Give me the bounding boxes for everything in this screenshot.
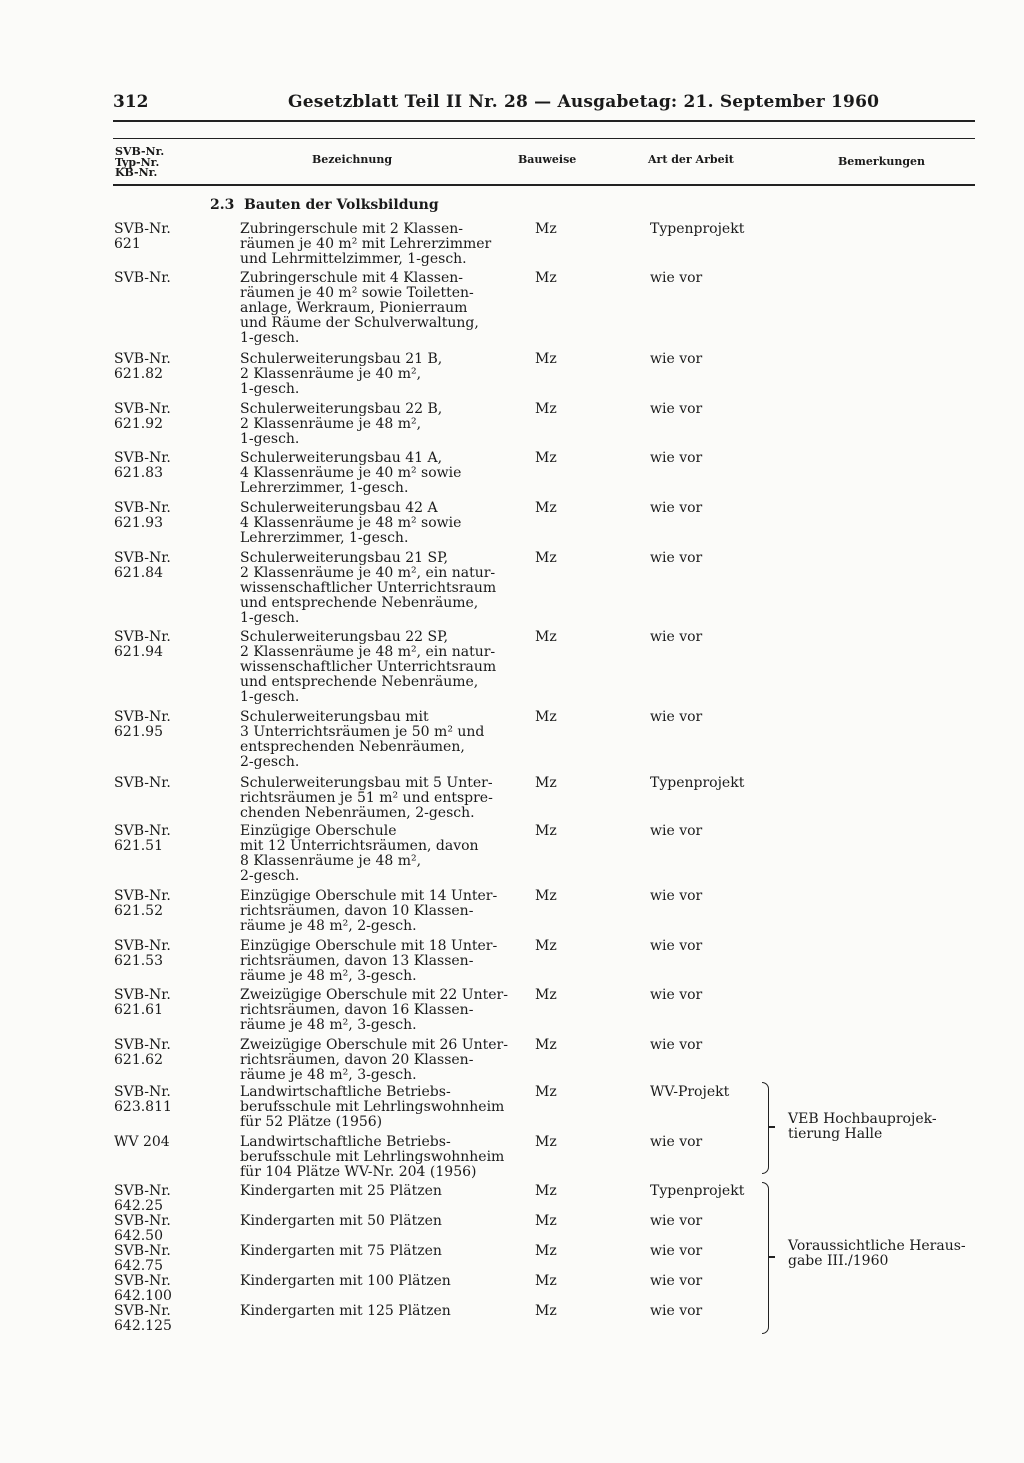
cell-line: 8 Klassenräume je 48 m², xyxy=(240,853,422,869)
brace-bracket xyxy=(762,1182,769,1334)
row-art-cell: wie vor xyxy=(650,823,703,839)
row-art-cell: wie vor xyxy=(650,550,703,566)
row-id-cell xyxy=(114,1038,171,1068)
cell-line: 621.94 xyxy=(114,644,163,660)
row-bauweise-cell: Mz xyxy=(535,1213,557,1229)
row-bauweise-cell: Mz xyxy=(535,1273,557,1289)
row-art-cell: WV-Projekt xyxy=(650,1084,730,1100)
cell-line: 2 Klassenräume je 40 m², xyxy=(240,366,422,382)
cell-line: 2-gesch. xyxy=(240,754,300,770)
cell-line: 623.811 xyxy=(114,1099,172,1115)
cell-line: SVB-Nr. xyxy=(114,1303,171,1319)
cell-line: 621.95 xyxy=(114,724,163,740)
row-bezeichnung-cell xyxy=(240,451,461,496)
row-id-cell xyxy=(114,889,171,919)
cell-line: 621.61 xyxy=(114,1002,163,1018)
cell-line: 2 Klassenräume je 40 m², ein natur- xyxy=(240,565,496,581)
row-art-cell: wie vor xyxy=(650,629,703,645)
cell-line: wissenschaftlicher Unterrichtsraum xyxy=(240,659,497,675)
cell-line: 621.92 xyxy=(114,416,163,432)
row-bezeichnung-cell xyxy=(240,988,508,1033)
row-id-cell xyxy=(114,1274,172,1304)
row-bauweise-cell: Mz xyxy=(535,401,557,417)
row-art-cell: wie vor xyxy=(650,500,703,516)
row-id-cell xyxy=(114,1214,171,1244)
row-bezeichnung-cell xyxy=(240,1038,508,1083)
cell-line: SVB-Nr. xyxy=(114,1273,171,1289)
cell-line: 621.93 xyxy=(114,515,163,531)
row-bauweise-cell: Mz xyxy=(535,629,557,645)
row-art-cell: wie vor xyxy=(650,938,703,954)
cell-line: Kindergarten mit 75 Plätzen xyxy=(240,1243,442,1259)
row-art-cell: wie vor xyxy=(650,450,703,466)
cell-line: 1-gesch. xyxy=(240,381,300,397)
row-bauweise-cell: Mz xyxy=(535,550,557,566)
row-id-cell xyxy=(114,824,171,854)
cell-line: 2 Klassenräume je 48 m², xyxy=(240,416,422,432)
cell-line: richtsräumen, davon 13 Klassen- xyxy=(240,953,474,969)
row-bauweise-cell: Mz xyxy=(535,987,557,1003)
row-bezeichnung-cell xyxy=(240,222,491,267)
row-art-cell: wie vor xyxy=(650,1134,703,1150)
cell-line: Schulerweiterungsbau 42 A xyxy=(240,500,438,516)
row-art-cell: Typenprojekt xyxy=(650,1183,745,1199)
running-head: Gesetzblatt Teil II Nr. 28 — Ausgabetag: 21. September 1960 xyxy=(288,92,880,112)
cell-line: Zweizügige Oberschule mit 22 Unter- xyxy=(240,987,508,1003)
row-bezeichnung-cell xyxy=(240,1085,504,1130)
row-bauweise-cell: Mz xyxy=(535,1037,557,1053)
brace-bracket xyxy=(762,1082,769,1174)
cell-line: SVB-Nr. xyxy=(114,823,171,839)
table-head-top-rule xyxy=(113,138,975,139)
row-bauweise-cell: Mz xyxy=(535,823,557,839)
cell-line: 1-gesch. xyxy=(240,689,300,705)
cell-line: berufsschule mit Lehrlingswohnheim xyxy=(240,1149,505,1165)
row-bauweise-cell: Mz xyxy=(535,888,557,904)
cell-line: und entsprechende Nebenräume, xyxy=(240,595,479,611)
cell-line: Landwirtschaftliche Betriebs- xyxy=(240,1084,451,1100)
row-id-cell xyxy=(114,402,171,432)
cell-line: räume je 48 m², 3-gesch. xyxy=(240,1017,417,1033)
column-header-id-line: SVB-Nr. xyxy=(115,145,165,158)
cell-line: Einzügige Oberschule xyxy=(240,823,397,839)
row-bauweise-cell: Mz xyxy=(535,270,557,286)
cell-line: SVB-Nr. xyxy=(114,270,171,286)
cell-line: richtsräumen, davon 16 Klassen- xyxy=(240,1002,474,1018)
cell-line: Schulerweiterungsbau 21 B, xyxy=(240,351,443,367)
section-number: 2.3 xyxy=(210,197,235,213)
cell-line: SVB-Nr. xyxy=(114,221,171,237)
cell-line: 2 Klassenräume je 48 m², ein natur- xyxy=(240,644,496,660)
row-bauweise-cell: Mz xyxy=(535,775,557,791)
cell-line: mit 12 Unterrichtsräumen, davon xyxy=(240,838,479,854)
row-art-cell: wie vor xyxy=(650,709,703,725)
cell-line: wissenschaftlicher Unterrichtsraum xyxy=(240,580,497,596)
row-bauweise-cell: Mz xyxy=(535,938,557,954)
row-bezeichnung-cell xyxy=(240,630,496,705)
row-id-cell xyxy=(114,776,171,791)
cell-line: Schulerweiterungsbau mit 5 Unter- xyxy=(240,775,493,791)
row-id-cell xyxy=(114,551,171,581)
remark-line: Voraussichtliche Heraus- xyxy=(788,1238,966,1254)
cell-line: 621 xyxy=(114,236,141,252)
cell-line: Einzügige Oberschule mit 18 Unter- xyxy=(240,938,498,954)
cell-line: SVB-Nr. xyxy=(114,938,171,954)
row-id-cell xyxy=(114,939,171,969)
cell-line: 2-gesch. xyxy=(240,868,300,884)
row-bezeichnung-cell xyxy=(240,1184,442,1199)
cell-line: SVB-Nr. xyxy=(114,987,171,1003)
cell-line: 1-gesch. xyxy=(240,330,300,346)
cell-line: SVB-Nr. xyxy=(114,450,171,466)
row-art-cell: wie vor xyxy=(650,270,703,286)
cell-line: 621.53 xyxy=(114,953,163,969)
page-number: 312 xyxy=(113,92,149,112)
cell-line: Lehrerzimmer, 1-gesch. xyxy=(240,530,409,546)
cell-line: Landwirtschaftliche Betriebs- xyxy=(240,1134,451,1150)
row-art-cell: Typenprojekt xyxy=(650,775,745,791)
row-bezeichnung-cell xyxy=(240,1244,442,1259)
cell-line: räume je 48 m², 3-gesch. xyxy=(240,1067,417,1083)
cell-line: Kindergarten mit 100 Plätzen xyxy=(240,1273,451,1289)
cell-line: 4 Klassenräume je 40 m² sowie xyxy=(240,465,462,481)
cell-line: SVB-Nr. xyxy=(114,401,171,417)
cell-line: räume je 48 m², 3-gesch. xyxy=(240,968,417,984)
row-id-cell xyxy=(114,222,171,252)
section-heading xyxy=(210,197,439,213)
top-rule xyxy=(113,120,975,122)
cell-line: und entsprechende Nebenräume, xyxy=(240,674,479,690)
cell-line: anlage, Werkraum, Pionierraum xyxy=(240,300,468,316)
row-id-cell xyxy=(114,1135,170,1150)
row-bauweise-cell: Mz xyxy=(535,1303,557,1319)
remark-block xyxy=(788,1239,966,1269)
cell-line: SVB-Nr. xyxy=(114,550,171,566)
cell-line: und Räume der Schulverwaltung, xyxy=(240,315,479,331)
cell-line: SVB-Nr. xyxy=(114,1183,171,1199)
cell-line: SVB-Nr. xyxy=(114,1213,171,1229)
row-bezeichnung-cell xyxy=(240,551,496,626)
row-bezeichnung-cell xyxy=(240,1135,504,1180)
row-bezeichnung-cell xyxy=(240,1214,442,1229)
row-id-cell xyxy=(114,988,171,1018)
column-header-bauweise: Bauweise xyxy=(518,153,577,166)
cell-line: SVB-Nr. xyxy=(114,351,171,367)
row-bezeichnung-cell xyxy=(240,824,479,884)
row-art-cell: Typenprojekt xyxy=(650,221,745,237)
cell-line: Schulerweiterungsbau 22 SP, xyxy=(240,629,449,645)
table-head-bottom-rule xyxy=(113,184,975,186)
cell-line: 4 Klassenräume je 48 m² sowie xyxy=(240,515,462,531)
row-bauweise-cell: Mz xyxy=(535,709,557,725)
cell-line: Kindergarten mit 25 Plätzen xyxy=(240,1183,442,1199)
row-art-cell: wie vor xyxy=(650,1037,703,1053)
cell-line: SVB-Nr. xyxy=(114,888,171,904)
cell-line: WV 204 xyxy=(114,1134,170,1150)
column-header-bezeichnung: Bezeichnung xyxy=(312,153,393,166)
cell-line: Zweizügige Oberschule mit 26 Unter- xyxy=(240,1037,508,1053)
row-id-cell xyxy=(114,1304,172,1334)
row-bezeichnung-cell xyxy=(240,710,484,770)
row-id-cell xyxy=(114,501,171,531)
row-art-cell: wie vor xyxy=(650,351,703,367)
cell-line: Lehrerzimmer, 1-gesch. xyxy=(240,480,409,496)
cell-line: Schulerweiterungsbau 21 SP, xyxy=(240,550,449,566)
cell-line: berufsschule mit Lehrlingswohnheim xyxy=(240,1099,505,1115)
row-bezeichnung-cell xyxy=(240,402,442,447)
row-id-cell xyxy=(114,1085,172,1115)
cell-line: richtsräumen, davon 20 Klassen- xyxy=(240,1052,474,1068)
row-bezeichnung-cell xyxy=(240,352,442,397)
cell-line: räumen je 40 m² sowie Toiletten- xyxy=(240,285,474,301)
cell-line: 642.125 xyxy=(114,1318,172,1334)
row-art-cell: wie vor xyxy=(650,401,703,417)
cell-line: SVB-Nr. xyxy=(114,629,171,645)
cell-line: 621.51 xyxy=(114,838,163,854)
column-header-bemerkungen: Bemerkungen xyxy=(838,155,926,168)
row-art-cell: wie vor xyxy=(650,1213,703,1229)
cell-line: SVB-Nr. xyxy=(114,709,171,725)
cell-line: Kindergarten mit 125 Plätzen xyxy=(240,1303,451,1319)
cell-line: 621.84 xyxy=(114,565,163,581)
cell-line: Schulerweiterungsbau mit xyxy=(240,709,429,725)
row-id-cell xyxy=(114,710,171,740)
brace-tip xyxy=(769,1126,775,1128)
cell-line: Einzügige Oberschule mit 14 Unter- xyxy=(240,888,498,904)
row-art-cell: wie vor xyxy=(650,1243,703,1259)
column-header-art: Art der Arbeit xyxy=(648,153,734,166)
row-bauweise-cell: Mz xyxy=(535,221,557,237)
row-art-cell: wie vor xyxy=(650,888,703,904)
row-bezeichnung-cell xyxy=(240,776,493,821)
cell-line: 642.100 xyxy=(114,1288,172,1304)
cell-line: räumen je 40 m² mit Lehrerzimmer xyxy=(240,236,492,252)
cell-line: Schulerweiterungsbau 41 A, xyxy=(240,450,443,466)
cell-line: 1-gesch. xyxy=(240,610,300,626)
cell-line: Kindergarten mit 50 Plätzen xyxy=(240,1213,442,1229)
cell-line: 621.82 xyxy=(114,366,163,382)
cell-line: Schulerweiterungsbau 22 B, xyxy=(240,401,443,417)
row-art-cell: wie vor xyxy=(650,987,703,1003)
row-bauweise-cell: Mz xyxy=(535,1183,557,1199)
cell-line: 642.50 xyxy=(114,1228,163,1244)
column-header-id-line: Typ-Nr. xyxy=(115,155,160,169)
row-id-cell xyxy=(114,271,171,286)
cell-line: 621.83 xyxy=(114,465,163,481)
cell-line: SVB-Nr. xyxy=(114,775,171,791)
row-art-cell: wie vor xyxy=(650,1303,703,1319)
row-id-cell xyxy=(114,1184,171,1214)
row-bezeichnung-cell xyxy=(240,1304,451,1319)
remark-block xyxy=(788,1112,937,1142)
cell-line: Zubringerschule mit 4 Klassen- xyxy=(240,270,463,286)
cell-line: für 52 Plätze (1956) xyxy=(240,1114,383,1130)
row-bezeichnung-cell xyxy=(240,939,497,984)
cell-line: für 104 Plätze WV-Nr. 204 (1956) xyxy=(240,1164,477,1180)
row-bezeichnung-cell xyxy=(240,1274,451,1289)
cell-line: chenden Nebenräumen, 2-gesch. xyxy=(240,805,475,821)
column-header-id-line: KB-Nr. xyxy=(115,166,158,179)
cell-line: richtsräumen, davon 10 Klassen- xyxy=(240,903,474,919)
row-bauweise-cell: Mz xyxy=(535,1243,557,1259)
row-bezeichnung-cell xyxy=(240,889,497,934)
cell-line: 642.75 xyxy=(114,1258,163,1274)
remark-line: gabe III./1960 xyxy=(788,1253,889,1269)
row-id-cell xyxy=(114,630,171,660)
cell-line: SVB-Nr. xyxy=(114,1243,171,1259)
row-id-cell xyxy=(114,1244,171,1274)
cell-line: 621.62 xyxy=(114,1052,163,1068)
row-bauweise-cell: Mz xyxy=(535,1084,557,1100)
row-art-cell: wie vor xyxy=(650,1273,703,1289)
cell-line: SVB-Nr. xyxy=(114,1037,171,1053)
row-bauweise-cell: Mz xyxy=(535,351,557,367)
row-id-cell xyxy=(114,352,171,382)
row-bauweise-cell: Mz xyxy=(535,450,557,466)
row-bauweise-cell: Mz xyxy=(535,1134,557,1150)
cell-line: Zubringerschule mit 2 Klassen- xyxy=(240,221,463,237)
remark-line: VEB Hochbauprojek- xyxy=(788,1111,937,1127)
row-bezeichnung-cell xyxy=(240,271,479,346)
cell-line: 3 Unterrichtsräumen je 50 m² und xyxy=(240,724,485,740)
cell-line: 621.52 xyxy=(114,903,163,919)
row-bezeichnung-cell xyxy=(240,501,461,546)
cell-line: entsprechenden Nebenräumen, xyxy=(240,739,465,755)
row-bauweise-cell: Mz xyxy=(535,500,557,516)
row-id-cell xyxy=(114,451,171,481)
cell-line: räume je 48 m², 2-gesch. xyxy=(240,918,417,934)
cell-line: SVB-Nr. xyxy=(114,1084,171,1100)
brace-tip xyxy=(769,1256,775,1258)
cell-line: richtsräumen je 51 m² und entspre- xyxy=(240,790,493,806)
remark-line: tierung Halle xyxy=(788,1126,883,1142)
cell-line: 1-gesch. xyxy=(240,431,300,447)
cell-line: und Lehrmittelzimmer, 1-gesch. xyxy=(240,251,467,267)
cell-line: SVB-Nr. xyxy=(114,500,171,516)
cell-line: 642.25 xyxy=(114,1198,163,1214)
column-header-id xyxy=(115,146,164,178)
section-title: Bauten der Volksbildung xyxy=(244,197,439,213)
